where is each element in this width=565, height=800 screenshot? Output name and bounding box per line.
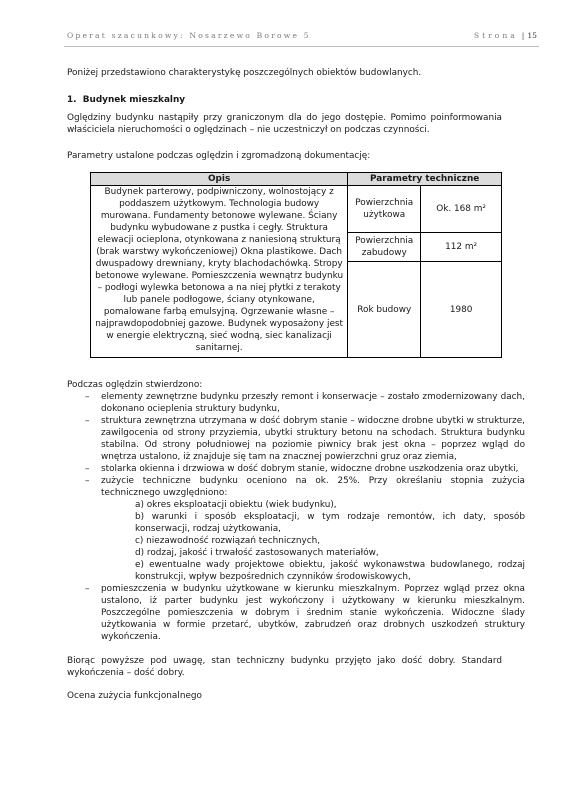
page-number-area: Strona | 15 xyxy=(473,31,537,40)
list-item-text: elementy zewnętrzne budynku przeszły remont i konserwacje – zostało zmodernizowany dach, dokonano ocieplenia struktury budynku, xyxy=(101,392,525,414)
wear-factors-list xyxy=(101,499,525,583)
list-item-text: pomieszczenia w budynku użytkowane w kierunku mieszkalnym. Poprzez wgląd przez okna ustalono, iż parter budynku jest wykończony i użytkowany w kierunku mieszkalnym. Poszczególne pomieszczenia w dobrym i średnim stanie wykończenia. Widoczne ślady użytkowania w formie przetarć, ubytków, zabrudzeń oraz drobnych uszkodzeń struktury wykończenia. xyxy=(101,584,525,642)
sub-list-item: b) warunki i sposób eksploatacji, w tym rodzaje remontów, ich daty, sposób konserwacji, rodzaj użytkowania, xyxy=(135,512,525,534)
sub-list-item: d) rodzaj, jakość i trwałość zastosowanych materiałów, xyxy=(135,548,379,558)
param-value: 1980 xyxy=(421,262,502,358)
observations-intro: Podczas oględzin stwierdzono: xyxy=(67,380,203,390)
intro-paragraph: Poniżej przedstawiono charakterystykę poszczególnych obiektów budowlanych. xyxy=(67,68,422,78)
column-header-opis: Opis xyxy=(91,173,348,186)
conclusion-paragraph: Biorąc powyższe pod uwagę, stan techniczny budynku przyjęto jako dość dobry. Standard wykończenia – dość dobry. xyxy=(67,656,502,678)
bullet-dash: – xyxy=(85,392,90,402)
bullet-dash: – xyxy=(85,416,90,426)
list-item xyxy=(67,463,525,475)
column-header-params: Parametry techniczne xyxy=(348,173,502,186)
bullet-dash: – xyxy=(85,464,90,474)
list-item-text: stolarka okienna i drzwiowa w dość dobrym stanie, widoczne drobne uszkodzenia oraz ubytki, xyxy=(101,464,519,474)
param-value: 112 m² xyxy=(421,233,502,262)
bullet-dash: – xyxy=(85,584,90,594)
page-number: 15 xyxy=(527,31,537,40)
document-title: Operat szacunkowy: Nosarzewo Borowe 5 xyxy=(67,31,311,40)
description-cell: Budynek parterowy, podpiwniczony, wolnostojący z poddaszem użytkowym. Technologia budowy murowana. Fundamenty betonowe wylewane. Ściany budynku wybudowane z pustka i cegły. Struktura elewacji ocieplona, otynkowana z naniesioną strukturą (brak warstwy wykończeniowej) Okna plastikowe. Dach dwuspadowy drewniany, kryty blachodachówką. Stropy betonowe wylewane. Pomieszczenia wewnątrz budynku – podłogi wylewka betonowa a na niej płytki z terakoty lub panele podłogowe, ściany otynkowane, pomalowane farbą emulsyjną. Ogrzewanie własne – najprawdopodobniej gazowe. Budynek wyposażony jest w energie elektryczną, sieć wodną, siec kanalizacji sanitarnej. xyxy=(91,186,348,358)
page-header xyxy=(67,31,537,45)
param-label: Powierzchnia użytkowa xyxy=(348,186,421,233)
params-intro: Parametry ustalone podczas oględzin i zgromadzoną dokumentację: xyxy=(67,151,371,161)
param-value: Ok. 168 m² xyxy=(421,186,502,233)
list-item-text: zużycie techniczne budynku oceniono na ok. 25%. Przy określaniu stopnia zużycia technicznego uwzględniono: xyxy=(101,476,525,498)
page-label: Strona xyxy=(473,31,518,40)
list-item xyxy=(67,583,525,643)
param-label: Powierzchnia zabudowy xyxy=(348,233,421,262)
list-item xyxy=(67,415,525,463)
section-heading xyxy=(67,94,502,106)
bullet-dash: – xyxy=(85,476,90,486)
sub-list-item: e) ewentualne wady projektowe obiektu, jakość wykonawstwa budowlanego, rodzaj konstrukcji, wpływ bezpośrednich czynników środowiskowych, xyxy=(135,560,525,582)
next-section-heading: Ocena zużycia funkcjonalnego xyxy=(67,691,202,701)
section-title: Budynek mieszkalny xyxy=(82,95,186,105)
sub-list-item: c) niezawodność rozwiązań technicznych, xyxy=(135,536,321,546)
list-item-text: struktura zewnętrzna utrzymana w dość dobrym stanie – widoczne drobne ubytki w strukturze, zawilgocenia od strony przyziemia, ubytki struktury betonu na schodach. Struktura budynku stabilna. Od strony południowej na poziomie piwnicy brak jest okna – poprzez wgląd do wnętrza ustalono, iż znajduje się tam na znacznej powierzchni gruz oraz ziemia, xyxy=(101,416,525,462)
list-item xyxy=(67,391,525,415)
section-number: 1. xyxy=(67,95,77,105)
inspection-paragraph: Oględziny budynku nastąpiły przy graniczonym dla do jego dostępie. Pomimo poinformowania właściciela nieruchomości o oględzinach – nie uczestniczył on podczas czynności. xyxy=(67,113,502,135)
table-row xyxy=(91,186,502,233)
parameters-table xyxy=(90,172,502,358)
param-label: Rok budowy xyxy=(348,262,421,358)
header-divider xyxy=(64,46,539,47)
sub-list-item: a) okres eksploatacji obiektu (wiek budynku), xyxy=(135,500,337,510)
table-header-row xyxy=(91,173,502,186)
observations-list xyxy=(67,391,525,643)
list-item xyxy=(67,475,525,583)
